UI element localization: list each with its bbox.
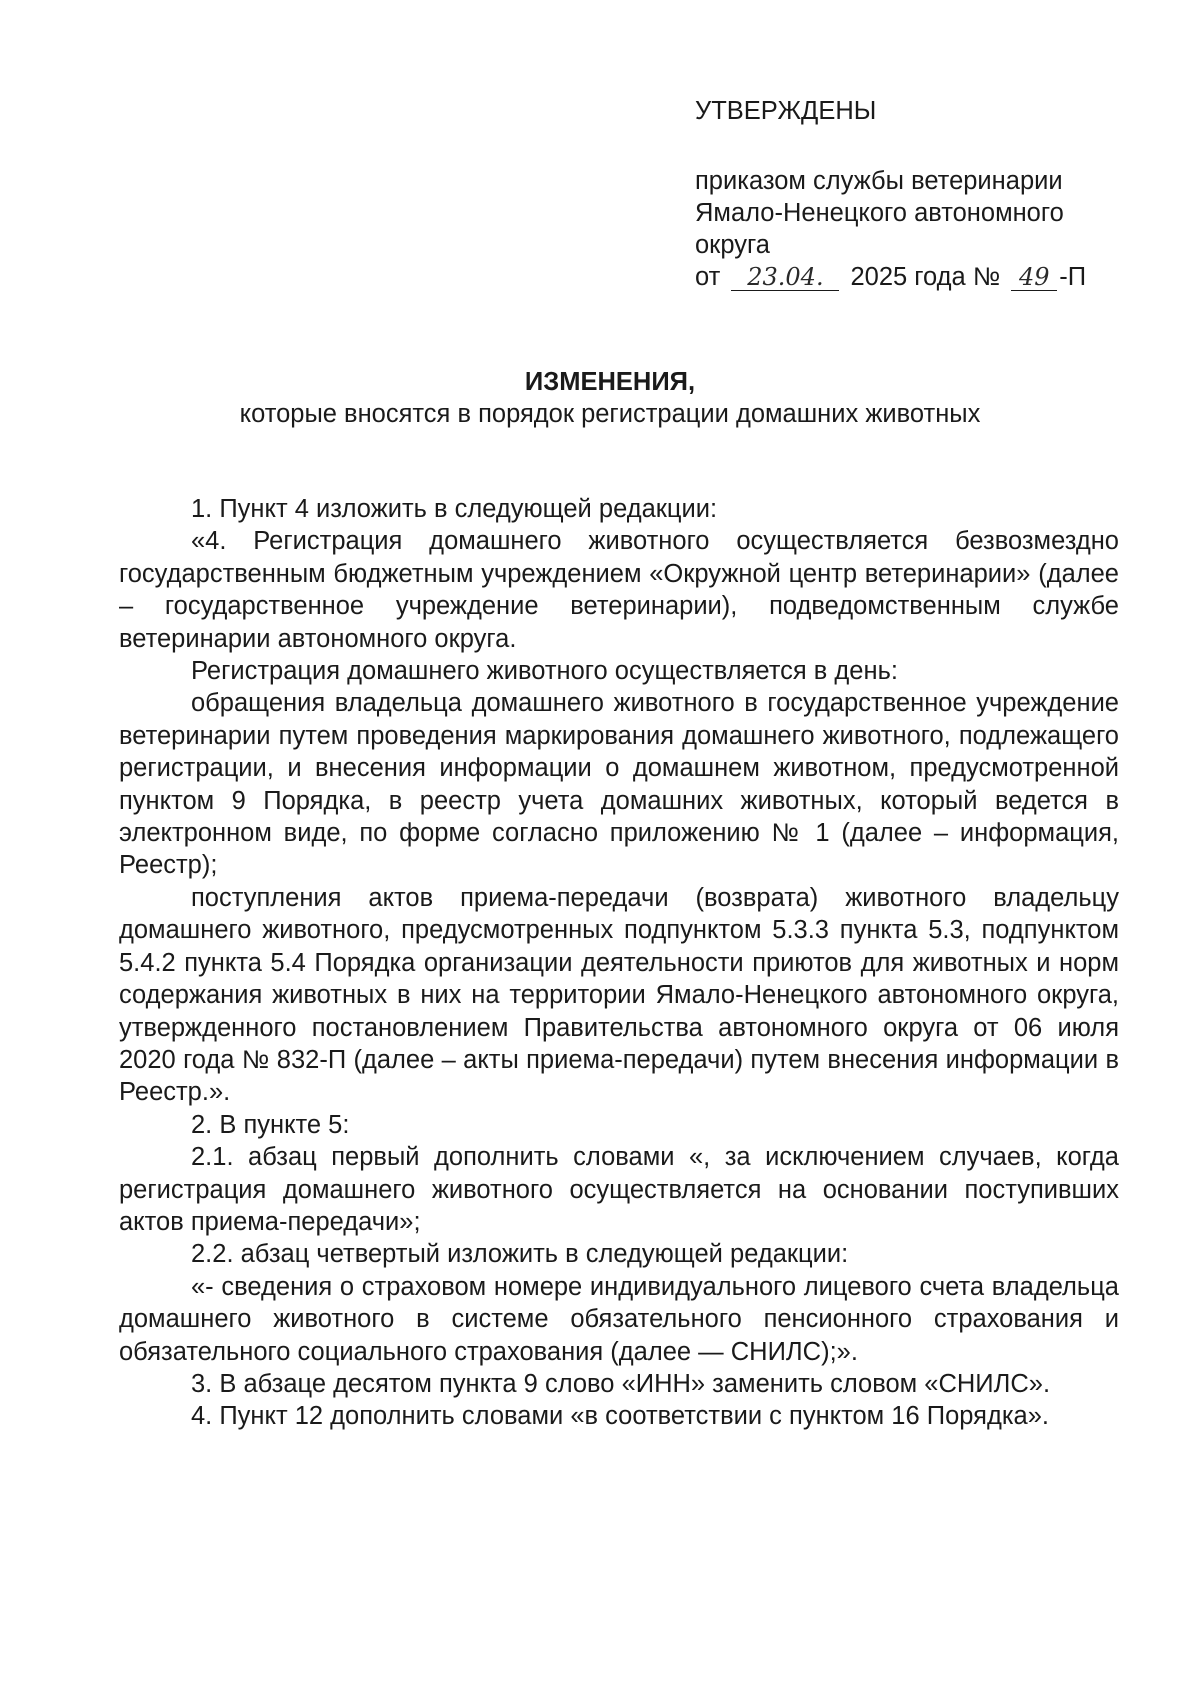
document-body bbox=[119, 493, 1119, 1433]
paragraph: 4. Пункт 12 дополнить словами «в соответствии с пунктом 16 Порядка». bbox=[191, 1402, 1049, 1431]
paragraph: 1. Пункт 4 изложить в следующей редакции: bbox=[191, 495, 718, 523]
handwritten-date: 23.04. bbox=[731, 264, 839, 291]
document-subtitle: которые вносятся в порядок регистрации домашних животных bbox=[239, 400, 981, 428]
paragraph: Регистрация домашнего животного осуществляется в день: bbox=[191, 657, 898, 686]
paragraph: «4. Регистрация домашнего животного осуществляется безвозмездно государственным бюджетным учреждением «Окружной центр ветеринарии» (далее – государственное учреждение ветеринарии), подведомственным службе ветеринарии автономного округа. bbox=[119, 527, 1119, 653]
paragraph: 2. В пункте 5: bbox=[191, 1110, 350, 1139]
document-heading bbox=[120, 366, 1100, 430]
year-text: 2025 года № bbox=[850, 263, 1001, 291]
approval-line-3: округа bbox=[695, 231, 770, 259]
order-number-suffix: -П bbox=[1059, 263, 1087, 291]
paragraph: «- сведения о страховом номере индивидуального лицевого счета владельца домашнего животного в системе обязательного пенсионного страхования и обязательного социального страхования (далее — СНИЛС);». bbox=[119, 1272, 1119, 1366]
paragraph: 3. В абзаце десятом пункта 9 слово «ИНН» заменить словом «СНИЛС». bbox=[191, 1369, 1051, 1398]
approved-label: УТВЕРЖДЕНЫ bbox=[695, 97, 877, 125]
paragraph: поступления актов приема-передачи (возврата) животного владельцу домашнего животного, предусмотренных подпунктом 5.3.3 пункта 5.3, подпунктом 5.4.2 пункта 5.4 Порядка организации деятельности приютов для животных и норм содержания животных в них на территории Ямало-Ненецкого автономного округа, утвержденного постановлением Правительства автономного округа от 06 июля 2020 года № 832-П (далее – акты приема-передачи) путем внесения информации в Реестр.». bbox=[119, 883, 1119, 1107]
paragraph: 2.2. абзац четвертый изложить в следующей редакции: bbox=[191, 1240, 849, 1269]
approval-line-2: Ямало-Ненецкого автономного bbox=[695, 199, 1064, 227]
approval-line-1: приказом службы ветеринарии bbox=[695, 167, 1063, 195]
date-prefix: от bbox=[695, 263, 721, 291]
approval-date-line bbox=[695, 261, 1115, 293]
document-title: ИЗМЕНЕНИЯ, bbox=[524, 368, 696, 396]
paragraph: обращения владельца домашнего животного в государственное учреждение ветеринарии путем проведения маркирования домашнего животного, подлежащего регистрации, и внесения информации о домашнем животном, предусмотренной пунктом 9 Порядка, в реестр учета домашних животных, который ведется в электронном виде, по форме согласно приложению № 1 (далее – информация, Реестр); bbox=[119, 689, 1119, 880]
paragraph: 2.1. абзац первый дополнить словами «, за исключением случаев, когда регистрация домашнего животного осуществляется на основании поступивших актов приема-передачи»; bbox=[119, 1143, 1119, 1236]
approval-stamp-block bbox=[695, 95, 1115, 293]
handwritten-order-number: 49 bbox=[1011, 264, 1057, 291]
